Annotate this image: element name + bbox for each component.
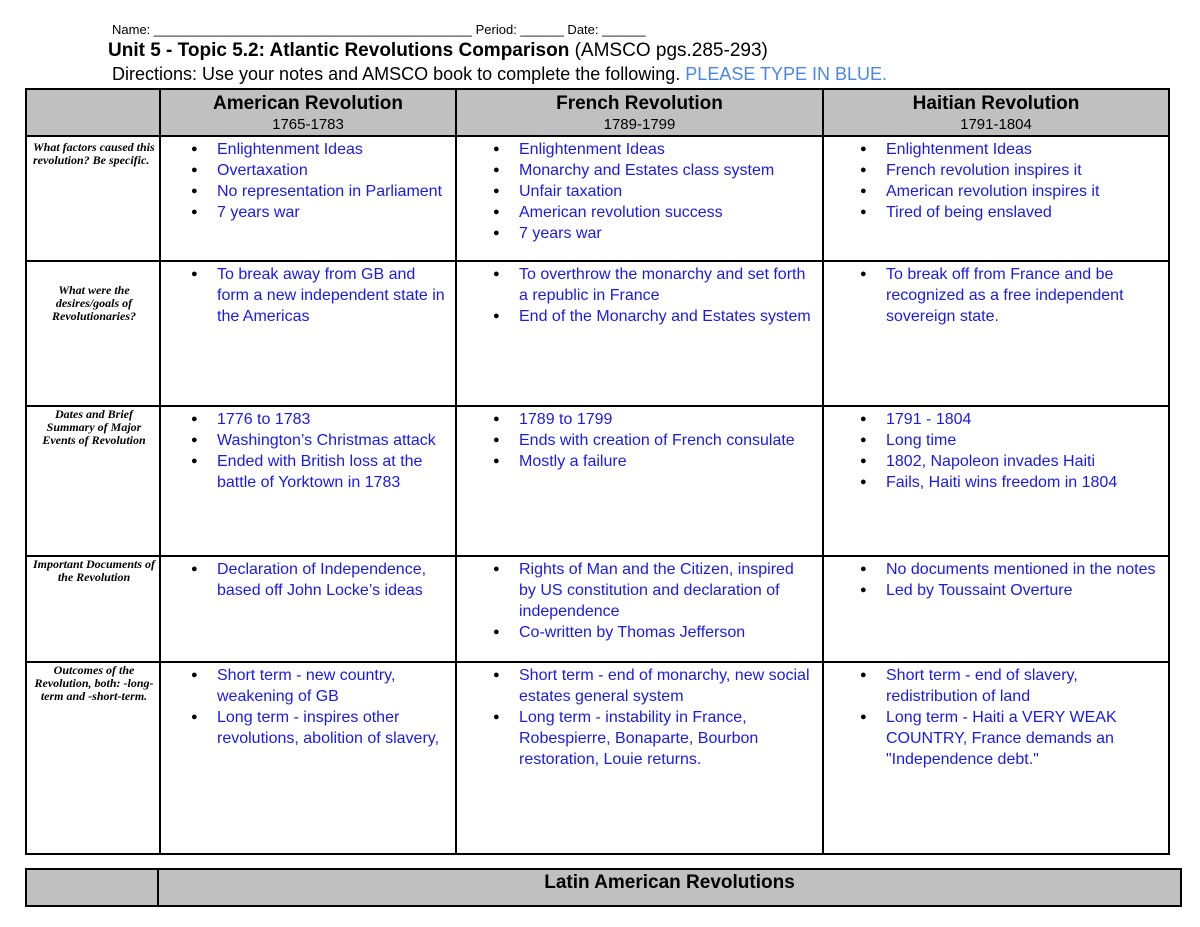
- cell-french[interactable]: [456, 136, 823, 261]
- list-item: ● Enlightenment Ideas: [217, 139, 447, 160]
- cell-american[interactable]: [160, 261, 456, 406]
- table-row: [26, 406, 1169, 556]
- list-item: ● 1791 - 1804: [886, 409, 1160, 430]
- cell-haitian[interactable]: [823, 136, 1169, 261]
- list-item: ● Enlightenment Ideas: [886, 139, 1160, 160]
- cell-haitian[interactable]: [823, 261, 1169, 406]
- list-item: ● To overthrow the monarchy and set forth a republic in France: [519, 264, 814, 306]
- list-item: ● Co-written by Thomas Jefferson: [519, 622, 814, 643]
- table-row: [26, 556, 1169, 662]
- worksheet-title-bold: Unit 5 - Topic 5.2: Atlantic Revolutions Comparison: [108, 40, 570, 61]
- list-item: ● Fails, Haiti wins freedom in 1804: [886, 472, 1160, 493]
- directions-blue-note: PLEASE TYPE IN BLUE.: [685, 64, 888, 84]
- list-item: ● Tired of being enslaved: [886, 202, 1160, 223]
- latin-title: Latin American Revolutions: [158, 869, 1181, 906]
- list-item: ● Short term - end of slavery, redistribution of land: [886, 665, 1160, 707]
- header-haitian: [823, 89, 1169, 136]
- header-american: [160, 89, 456, 136]
- cell-american[interactable]: [160, 406, 456, 556]
- name-period-date-line: Name: ____________________________________________ Period: ______ Date: ______: [112, 22, 646, 37]
- column-dates: 1765-1783: [272, 116, 344, 133]
- cell-haitian[interactable]: [823, 662, 1169, 854]
- list-item: ● 1802, Napoleon invades Haiti: [886, 451, 1160, 472]
- list-item: ● Long time: [886, 430, 1160, 451]
- table-header-row: [26, 89, 1169, 136]
- list-item: ● Short term - end of monarchy, new social estates general system: [519, 665, 814, 707]
- list-item: ● 1789 to 1799: [519, 409, 814, 430]
- list-item: ● 1776 to 1783: [217, 409, 447, 430]
- list-item: ● Long term - inspires other revolutions, abolition of slavery,: [217, 707, 447, 749]
- header-corner-cell: [26, 89, 160, 136]
- latin-corner-cell: [26, 869, 158, 906]
- list-item: ● Monarchy and Estates class system: [519, 160, 814, 181]
- directions-text: Directions: Use your notes and AMSCO book to complete the following.: [112, 64, 686, 84]
- cell-french[interactable]: [456, 261, 823, 406]
- list-item: ● Mostly a failure: [519, 451, 814, 472]
- column-title: Haitian Revolution: [912, 93, 1080, 114]
- latin-header-row: [26, 869, 1181, 906]
- list-item: ● Enlightenment Ideas: [519, 139, 814, 160]
- row-label: Dates and Brief Summary of Major Events of Revolution: [26, 406, 160, 556]
- table-row: [26, 136, 1169, 261]
- directions: [112, 64, 887, 85]
- list-item: ● No representation in Parliament: [217, 181, 447, 202]
- column-title: French Revolution: [556, 93, 723, 114]
- cell-american[interactable]: [160, 662, 456, 854]
- list-item: ● Unfair taxation: [519, 181, 814, 202]
- list-item: ● Long term - instability in France, Robespierre, Bonaparte, Bourbon restoration, Louie returns.: [519, 707, 814, 770]
- list-item: ● French revolution inspires it: [886, 160, 1160, 181]
- cell-haitian[interactable]: [823, 556, 1169, 662]
- list-item: ● 7 years war: [519, 223, 814, 244]
- list-item: ● Led by Toussaint Overture: [886, 580, 1160, 601]
- table-row: [26, 261, 1169, 406]
- worksheet-title-pages: (AMSCO pgs.285-293): [569, 40, 768, 61]
- cell-haitian[interactable]: [823, 406, 1169, 556]
- row-label: Important Documents of the Revolution: [26, 556, 160, 662]
- list-item: ● To break away from GB and form a new independent state in the Americas: [217, 264, 447, 327]
- list-item: ● American revolution inspires it: [886, 181, 1160, 202]
- list-item: ● No documents mentioned in the notes: [886, 559, 1160, 580]
- comparison-table: [25, 88, 1170, 855]
- cell-french[interactable]: [456, 406, 823, 556]
- list-item: ● End of the Monarchy and Estates system: [519, 306, 814, 327]
- row-label: Outcomes of the Revolution, both: -long-term and -short-term.: [26, 662, 160, 854]
- list-item: ● Ended with British loss at the battle of Yorktown in 1783: [217, 451, 447, 493]
- latin-american-table: [25, 868, 1182, 907]
- list-item: ● Overtaxation: [217, 160, 447, 181]
- list-item: ● 7 years war: [217, 202, 447, 223]
- list-item: ● American revolution success: [519, 202, 814, 223]
- column-dates: 1789-1799: [603, 116, 676, 133]
- list-item: ● Rights of Man and the Citizen, inspired by US constitution and declaration of independence: [519, 559, 814, 622]
- header-french: [456, 89, 823, 136]
- list-item: ● To break off from France and be recognized as a free independent sovereign state.: [886, 264, 1160, 327]
- list-item: ● Long term - Haiti a VERY WEAK COUNTRY, France demands an "Independence debt.": [886, 707, 1160, 770]
- cell-french[interactable]: [456, 556, 823, 662]
- list-item: ● Short term - new country, weakening of GB: [217, 665, 447, 707]
- cell-american[interactable]: [160, 556, 456, 662]
- cell-french[interactable]: [456, 662, 823, 854]
- column-dates: 1791-1804: [960, 116, 1032, 133]
- list-item: ● Declaration of Independence, based off John Locke’s ideas: [217, 559, 447, 601]
- column-title: American Revolution: [212, 93, 404, 114]
- row-label: What factors caused this revolution? Be specific.: [26, 136, 160, 261]
- table-row: [26, 662, 1169, 854]
- list-item: ● Ends with creation of French consulate: [519, 430, 814, 451]
- cell-american[interactable]: [160, 136, 456, 261]
- list-item: ● Washington’s Christmas attack: [217, 430, 447, 451]
- worksheet-title: [108, 40, 768, 62]
- row-label: What were the desires/goals of Revolutionaries?: [26, 261, 160, 406]
